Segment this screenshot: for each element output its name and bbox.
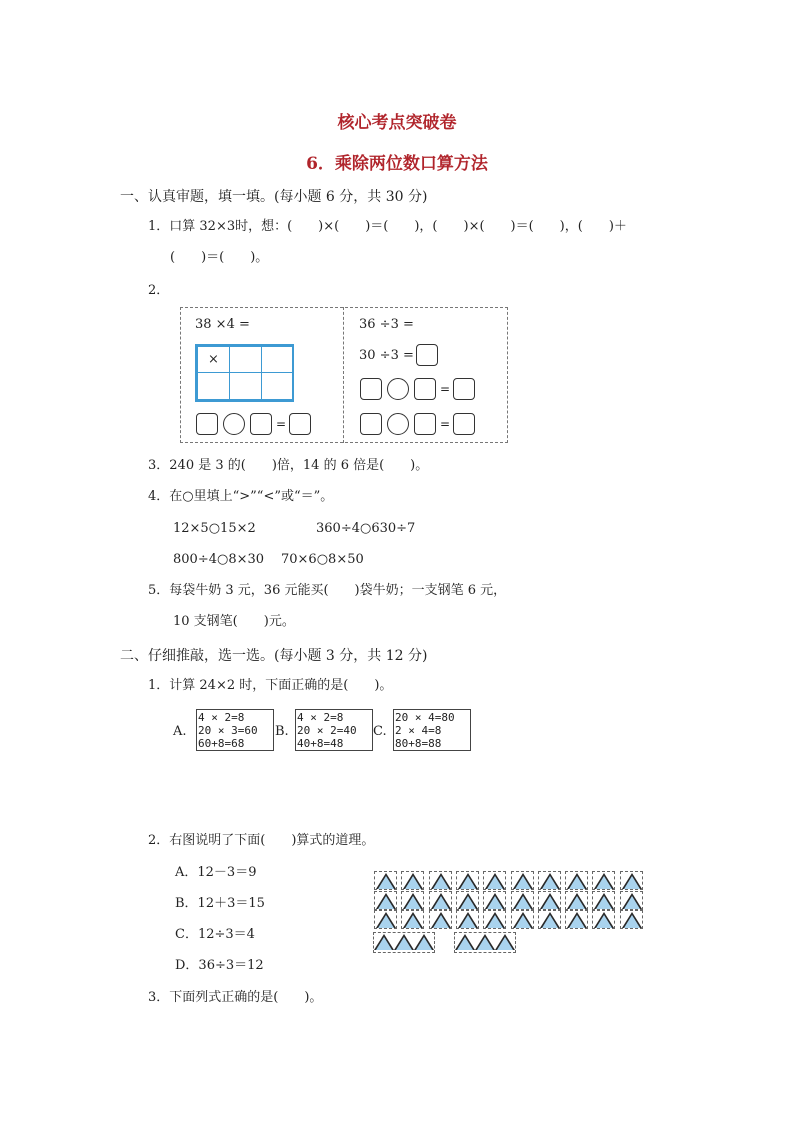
option-c-line-1: 20 × 4=80 [395,711,455,724]
q5-line2: 10 支钢笔( )元。 [173,614,295,629]
triangle-item [592,891,615,910]
section1-heading: 一、认真审题，填一填。(每小题 6 分，共 30 分) [120,189,428,205]
triangle-item [538,891,561,910]
q2-left-blank-1[interactable] [196,413,218,435]
q2-right-row2-result[interactable] [453,413,475,435]
triangle-item [374,891,397,910]
option-b-line-3: 40+8=48 [297,737,344,750]
q4-item-c: 800÷4○8×30 [173,552,265,567]
triangle-item [374,871,397,890]
q2-right-row1-equals: = [440,382,451,396]
q1-line1: 1．口算 32×3时，想：( )×( )＝( )，( )×( )＝( )，( )＋ [148,219,627,234]
triangle-item [538,871,561,890]
triangle-item [429,910,452,929]
q2-right-row2-operator[interactable] [387,413,409,435]
triangle-item [620,891,643,910]
option-c-line-3: 80+8=88 [395,737,442,750]
s2-q1-text: 1．计算 24×2 时，下面正确的是( )。 [148,678,393,693]
q2-right-row2-equals: = [440,417,451,431]
option-a-line-2: 20 × 3=60 [198,724,258,737]
triangle-item [401,891,424,910]
triangle-item [401,910,424,929]
s2-q2-option-a[interactable]: A．12－3＝9 [175,865,257,880]
triangle-item [592,871,615,890]
q4-item-d: 70×6○8×50 [281,552,364,567]
triangle-item [455,933,475,952]
triangle-item [475,933,495,952]
s2-q2-text: 2．右图说明了下面( )算式的道理。 [148,833,375,848]
q2-left-blank-2[interactable] [250,413,272,435]
q2-grid-times-sign: × [208,352,219,367]
s2-q1-label-b[interactable]: B. [275,724,289,739]
triangle-item [538,910,561,929]
q2-right-row1-result[interactable] [453,378,475,400]
triangle-item [394,933,414,952]
triangle-item [511,871,534,890]
triangle-item [511,891,534,910]
q2-label: 2． [148,283,170,298]
s2-q1-option-b-box[interactable] [295,709,373,751]
q2-right-expression-2: 30 ÷3 = [359,348,414,363]
s2-q2-option-d[interactable]: D．36÷3＝12 [175,958,264,973]
page-subtitle: 6．乘除两位数口算方法 [306,154,488,174]
triangle-item [565,871,588,890]
option-c-line-2: 2 × 4=8 [395,724,442,737]
triangle-item [483,910,506,929]
s2-q2-option-c[interactable]: C．12÷3＝4 [175,927,255,942]
q2-right-answer-blank[interactable] [416,344,438,366]
s2-q1-option-a-box[interactable] [196,709,274,751]
triangle-item [429,891,452,910]
s2-q1-label-a[interactable]: A. [173,724,187,739]
q2-left-operator-blank[interactable] [223,413,245,435]
page-title: 核心考点突破卷 [337,113,457,133]
option-b-line-2: 20 × 2=40 [297,724,357,737]
q2-right-row1-blank-1[interactable] [360,378,382,400]
q2-left-result-blank[interactable] [289,413,311,435]
triangle-item [401,871,424,890]
q2-right-row2-blank-2[interactable] [414,413,436,435]
q4-intro: 4．在○里填上“>”“<”或“＝”。 [148,489,334,504]
triangle-item [456,910,479,929]
option-a-line-3: 60+8=68 [198,737,245,750]
s2-q3-text: 3．下面列式正确的是( )。 [148,990,323,1005]
triangle-item [456,871,479,890]
triangle-item [374,910,397,929]
q2-left-expression: 38 ×4 = [195,317,250,332]
option-a-line-1: 4 × 2=8 [198,711,245,724]
q2-figure-divider [343,307,344,443]
q1-line2: ( )＝( )。 [170,250,269,265]
triangle-item [592,910,615,929]
triangle-item [483,891,506,910]
q2-right-row1-operator[interactable] [387,378,409,400]
triangle-item [511,910,534,929]
q2-left-equals: = [276,417,287,431]
q2-right-row2-blank-1[interactable] [360,413,382,435]
triangle-item [495,933,515,952]
s2-q1-option-c-box[interactable] [393,709,471,751]
q2-multiplication-grid [195,344,294,402]
triangle-item [565,910,588,929]
s2-q1-label-c[interactable]: C. [373,724,387,739]
q2-right-row1-blank-2[interactable] [414,378,436,400]
triangle-item [565,891,588,910]
triangle-item [483,871,506,890]
triangle-item [620,910,643,929]
q4-item-b: 360÷4○630÷7 [316,521,416,536]
triangle-item [414,933,434,952]
q4-item-a: 12×5○15×2 [173,521,256,536]
s2-q2-option-b[interactable]: B．12＋3＝15 [175,896,265,911]
q5-line1: 5．每袋牛奶 3 元，36 元能买( )袋牛奶；一支钢笔 6 元， [148,583,507,598]
triangle-item [620,871,643,890]
q2-right-expression-1: 36 ÷3 = [359,317,414,332]
section2-heading: 二、仔细推敲，选一选。(每小题 3 分，共 12 分) [120,648,428,664]
triangle-item [429,871,452,890]
q3-text: 3．240 是 3 的( )倍，14 的 6 倍是( )。 [148,458,429,473]
triangle-item [456,891,479,910]
triangle-item [374,933,394,952]
option-b-line-1: 4 × 2=8 [297,711,344,724]
